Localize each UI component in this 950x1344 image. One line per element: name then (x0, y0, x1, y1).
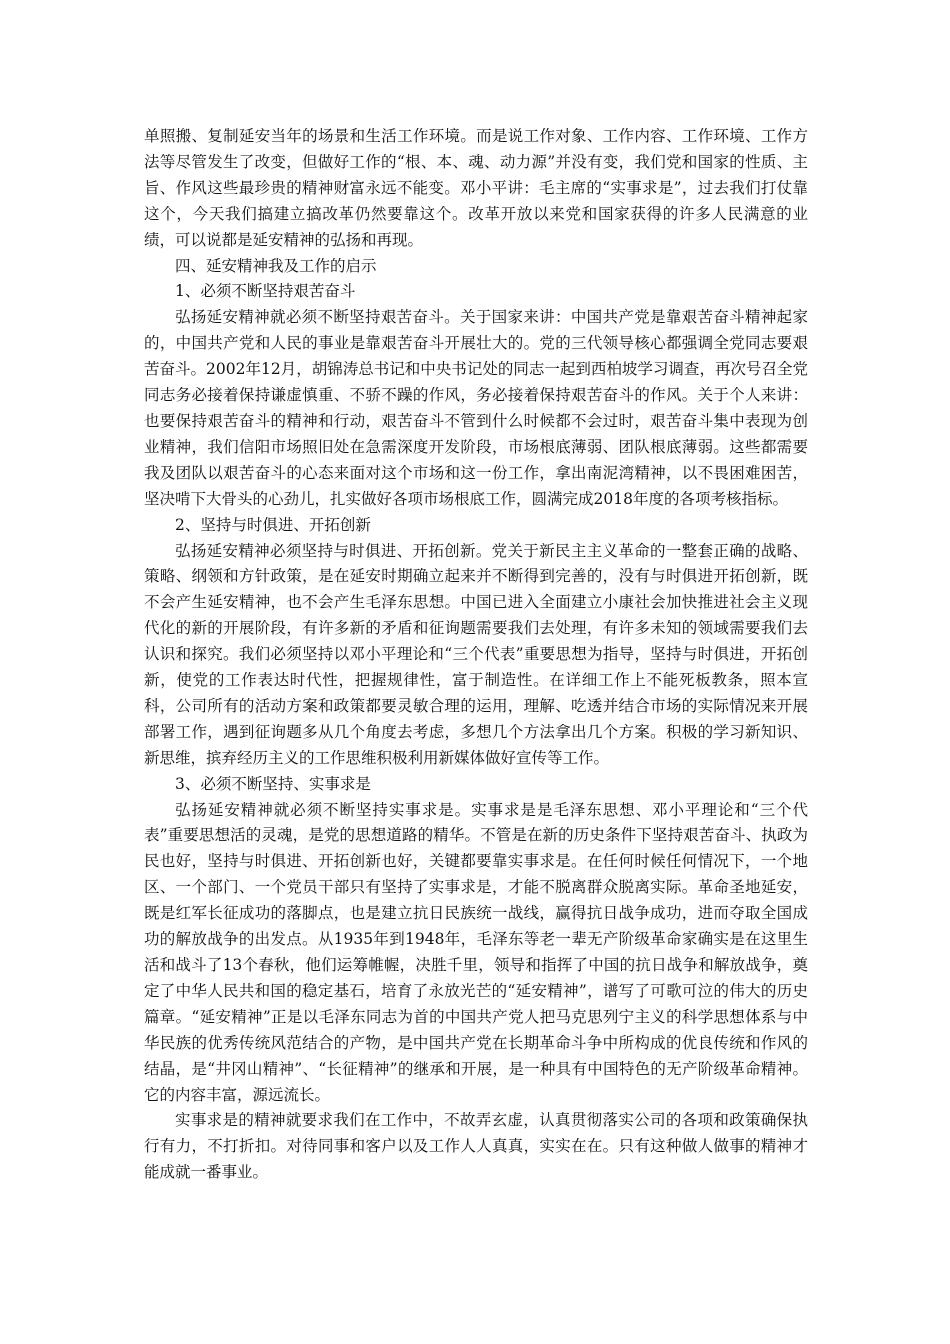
paragraph-closing: 实事求是的精神就要求我们在工作中，不故弄玄虚，认真贯彻落实公司的各项和政策确保执行有力，不打折扣。对待同事和客户以及工作人人真真，实实在在。只有这种做人做事的精神才能成就一番事业。 (144, 1111, 808, 1182)
subheading-1: 1、必须不断坚持艰苦奋斗 (175, 282, 356, 301)
subheading-3: 3、必须不断坚持、实事求是 (175, 774, 371, 793)
section-heading-4: 四、延安精神我及工作的启示 (175, 256, 377, 275)
paragraph-continuation: 单照搬、复制延安当年的场景和生活工作环境。而是说工作对象、工作内容、工作环境、工作方法等尽管发生了改变，但做好工作的“根、本、魂、动力源”并没有变，我们党和国家的性质、主旨、作风这些最珍贵的精神财富永远不能变。邓小平讲：毛主席的“实事求是”，过去我们打仗靠这个，今天我们搞建立搞改革仍然要靠这个。改革开放以来党和国家获得的许多人民满意的业绩，可以说都是延安精神的弘扬和再现。 (144, 127, 808, 249)
document-body (144, 124, 808, 1186)
paragraph-seek-truth: 弘扬延安精神就必须不断坚持实事求是。实事求是是毛泽东思想、邓小平理论和“三个代表”重要思想活的灵魂，是党的思想道路的精华。不管是在新的历史条件下坚持艰苦奋斗、执政为民也好，坚持与时俱进、开拓创新也好，关键都要靠实事求是。在任何时候任何情况下，一个地区、一个部门、一个党员干部只有坚持了实事求是，才能不脱离群众脱离实际。革命圣地延安，既是红军长征成功的落脚点，也是建立抗日民族统一战线，赢得抗日战争成功，进而夺取全国成功的解放战争的出发点。从1935年到1948年，毛泽东等老一辈无产阶级革命家确实是在这里生活和战斗了13个春秋，他们运筹帷幄，决胜千里，领导和指挥了中国的抗日战争和解放战争，奠定了中华人民共和国的稳定基石，培育了永放光芒的“延安精神”，谱写了可歌可泣的伟大的历史篇章。“延安精神”正是以毛泽东同志为首的中国共产党人把马克思列宁主义的科学思想体系与中华民族的优秀传统风范结合的产物，是中国共产党在长期革命斗争中所构成的优良传统和作风的结晶，是“井冈山精神”、“长征精神”的继承和开展，是一种具有中国特色的无产阶级革命精神。它的内容丰富，源远流长。 (144, 800, 808, 1104)
subheading-2: 2、坚持与时俱进、开拓创新 (175, 515, 371, 534)
paragraph-innovation: 弘扬延安精神必须坚持与时俱进、开拓创新。党关于新民主主义革命的一整套正确的战略、策略、纲领和方针政策，是在延安时期确立起来并不断得到完善的，没有与时俱进开拓创新，既不会产生延安精神，也不会产生毛泽东思想。中国已进入全面建立小康社会加快推进社会主义现代化的新的开展阶段，有许多新的矛盾和征询题需要我们去处理，有许多未知的领域需要我们去认识和探究。我们必须坚持以邓小平理论和“三个代表”重要思想为指导，坚持与时俱进，开拓创新，使党的工作表达时代性，把握规律性，富于制造性。在详细工作上不能死板教条，照本宣科，公司所有的活动方案和政策都要灵敏合理的运用，理解、吃透并结合市场的实际情况来开展部署工作，遇到征询题多从几个角度去考虑，多想几个方法拿出几个方案。积极的学习新知识、新思维，摈弃经历主义的工作思维积极利用新媒体做好宣传等工作。 (144, 541, 808, 767)
paragraph-hard-struggle: 弘扬延安精神就必须不断坚持艰苦奋斗。关于国家来讲：中国共产党是靠艰苦奋斗精神起家的，中国共产党和人民的事业是靠艰苦奋斗开展壮大的。党的三代领导核心都强调全党同志要艰苦奋斗。2002年12月，胡锦涛总书记和中央书记处的同志一起到西柏坡学习调查，再次号召全党同志务必接着保持谦虚慎重、不骄不躁的作风，务必接着保持艰苦奋斗的作风。关于个人来讲：也要保持艰苦奋斗的精神和行动，艰苦奋斗不管到什么时候都不会过时，艰苦奋斗集中表现为创业精神，我们信阳市场照旧处在急需深度开发阶段，市场根底薄弱、团队根底薄弱。这些都需要我及团队以艰苦奋斗的心态来面对这个市场和这一份工作，拿出南泥湾精神，以不畏困难困苦，坚决啃下大骨头的心劲儿，扎实做好各项市场根底工作，圆满完成2018年度的各项考核指标。 (144, 308, 808, 508)
